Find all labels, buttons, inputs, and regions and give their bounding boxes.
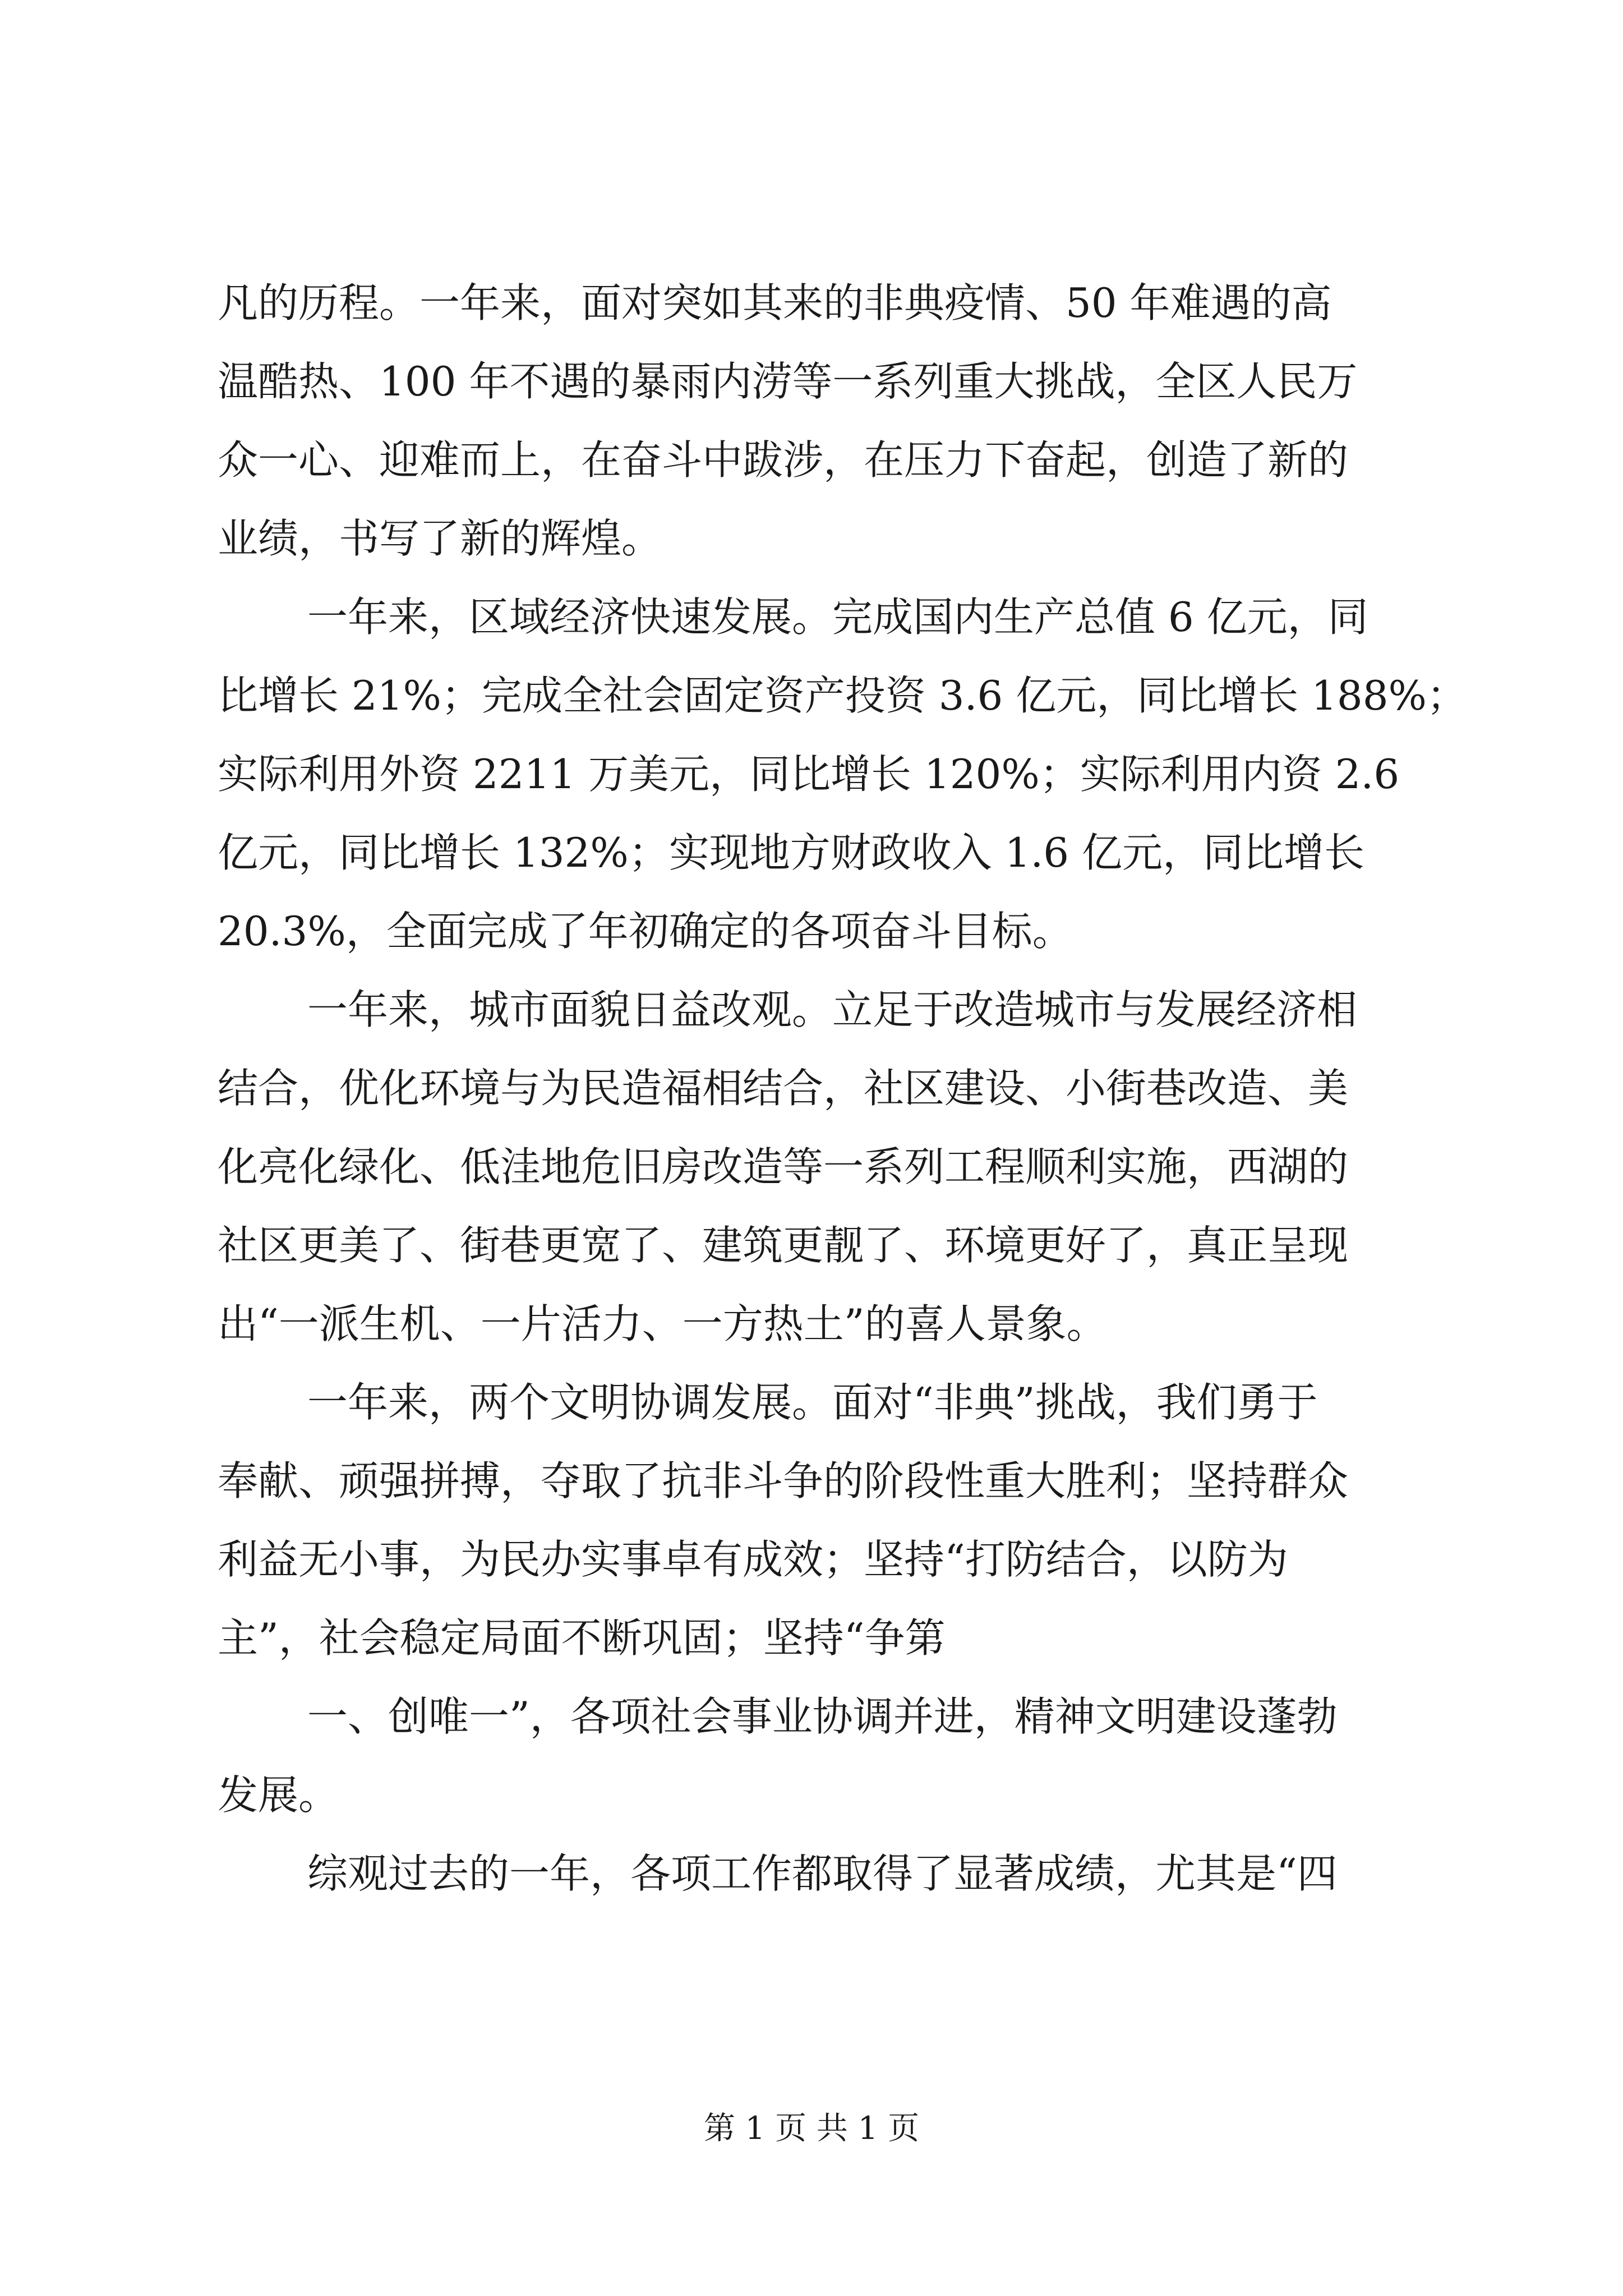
- text-line: 社区更美了、街巷更宽了、建筑更靓了、环境更好了，真正呈现: [218, 1222, 1349, 1269]
- paragraph-first-line: 一年来，区域经济快速发展。完成国内生产总值 6 亿元，同: [307, 593, 1368, 641]
- paragraph-first-line: 一年来，两个文明协调发展。面对“非典”挑战，我们勇于: [307, 1379, 1318, 1426]
- text-line: 比增长 21%；完成全社会固定资产投资 3.6 亿元，同比增长 188%；: [218, 672, 1467, 719]
- text-line: 业绩，书写了新的辉煌。: [218, 515, 662, 562]
- text-line: 20.3%，全面完成了年初确定的各项奋斗目标。: [218, 908, 1073, 955]
- text-line: 结合，优化环境与为民造福相结合，社区建设、小街巷改造、美: [218, 1065, 1349, 1112]
- page-footer: [0, 2106, 1623, 2151]
- text-line: 主”，社会稳定局面不断巩固；坚持“争第: [218, 1614, 946, 1662]
- text-line: 利益无小事，为民办实事卓有成效；坚持“打防结合，以防为: [218, 1536, 1288, 1583]
- paragraph-first-line: 一、创唯一”，各项社会事业协调并进，精神文明建设蓬勃: [307, 1693, 1338, 1740]
- paragraph-first-line: 综观过去的一年，各项工作都取得了显著成绩，尤其是“四: [307, 1850, 1338, 1897]
- page-number-label: 第 1 页 共 1 页: [703, 2110, 920, 2147]
- text-line: 亿元，同比增长 132%；实现地方财政收入 1.6 亿元，同比增长: [218, 829, 1365, 876]
- document-body: [218, 264, 1467, 1913]
- text-line: 实际利用外资 2211 万美元，同比增长 120%；实际利用内资 2.6: [218, 751, 1400, 798]
- text-line: 凡的历程。一年来，面对突如其来的非典疫情、50 年难遇的高: [218, 279, 1332, 326]
- text-line: 化亮化绿化、低洼地危旧房改造等一系列工程顺利实施，西湖的: [218, 1143, 1349, 1190]
- paragraph-first-line: 一年来，城市面貌日益改观。立足于改造城市与发展经济相: [307, 986, 1358, 1033]
- text-line: 温酷热、100 年不遇的暴雨内涝等一系列重大挑战，全区人民万: [218, 358, 1358, 405]
- text-line: 众一心、迎难而上，在奋斗中跋涉，在压力下奋起，创造了新的: [218, 436, 1349, 484]
- text-line: 奉献、顽强拼搏，夺取了抗非斗争的阶段性重大胜利；坚持群众: [218, 1457, 1349, 1504]
- text-line: 发展。: [218, 1772, 339, 1819]
- text-line: 出“一派生机、一片活力、一方热土”的喜人景象。: [218, 1300, 1107, 1347]
